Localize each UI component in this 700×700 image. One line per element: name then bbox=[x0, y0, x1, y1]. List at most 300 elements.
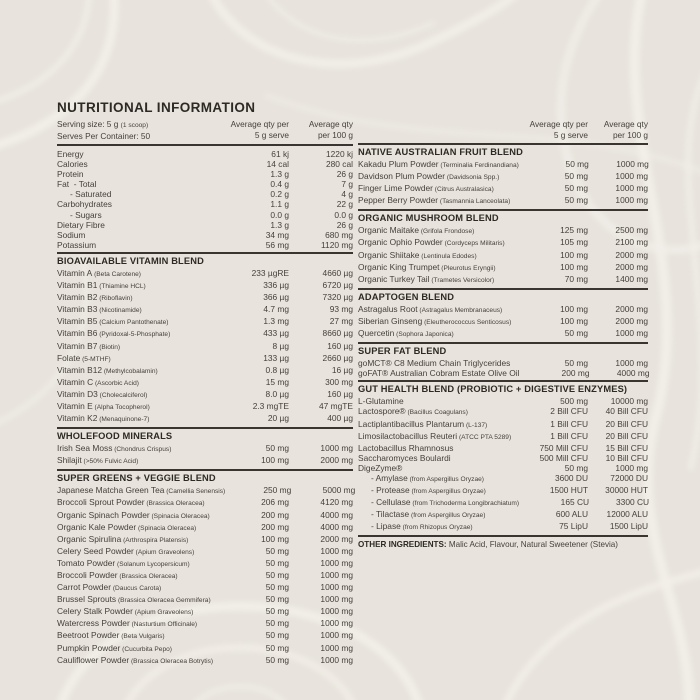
ingredient-label: Vitamin B2 bbox=[57, 292, 98, 303]
ingredient-label: Vitamin D3 bbox=[57, 388, 98, 399]
ingredient-name bbox=[57, 341, 223, 353]
ingredient-name bbox=[57, 618, 223, 630]
qty-per-serve: 15 mg bbox=[265, 376, 289, 387]
table-row bbox=[57, 292, 353, 304]
qty-per-100g: 1000 mg bbox=[320, 654, 353, 665]
per-100g-header-line2: per 100 g bbox=[317, 130, 353, 140]
botanical-note: (Solanum Lycopersicum) bbox=[115, 560, 190, 568]
qty-per-serve: 50 mg bbox=[265, 618, 289, 629]
table-row bbox=[358, 328, 648, 340]
ingredient-label: Watercress Powder bbox=[57, 618, 130, 629]
botanical-note: (Astragalus Membranaceus) bbox=[417, 306, 503, 314]
qty-per-serve: 206 mg bbox=[261, 497, 289, 508]
ingredient-label: Broccoli Powder bbox=[57, 570, 118, 580]
table-row bbox=[358, 485, 648, 497]
ingredient-label: Cauliflower Powder bbox=[57, 654, 130, 665]
table-row bbox=[57, 510, 353, 522]
qty-per-100g: 7320 µg bbox=[322, 292, 353, 303]
qty-per-serve: 50 mg bbox=[265, 570, 289, 580]
ingredient-name bbox=[358, 453, 518, 463]
qty-per-serve: 750 Mill CFU bbox=[539, 442, 588, 453]
botanical-note: (Methylcobalamin) bbox=[102, 367, 158, 375]
botanical-note: (Cordyceps Militaris) bbox=[442, 240, 505, 248]
per-100g-header-line2: per 100 g bbox=[612, 130, 648, 140]
table-row bbox=[358, 171, 648, 183]
table-row bbox=[57, 443, 353, 455]
qty-per-100g: 27 mg bbox=[329, 316, 353, 327]
ingredient-name bbox=[57, 570, 223, 582]
ingredient-name bbox=[57, 389, 223, 401]
table-row bbox=[57, 643, 353, 655]
table-row bbox=[57, 377, 353, 389]
qty-per-100g: 4120 mg bbox=[320, 497, 353, 508]
botanical-note: (Beta Carotene) bbox=[92, 270, 141, 278]
ingredient-name bbox=[57, 179, 223, 189]
botanical-note: (ATCC PTA 5289) bbox=[457, 433, 512, 441]
table-row bbox=[358, 316, 648, 328]
table-row bbox=[358, 443, 648, 453]
qty-per-serve: 100 mg bbox=[261, 455, 289, 466]
section-divider bbox=[358, 209, 648, 211]
table-row bbox=[57, 220, 353, 230]
qty-per-serve: 0.2 g bbox=[270, 189, 289, 200]
table-row bbox=[57, 159, 353, 169]
qty-per-100g: 16 µg bbox=[331, 364, 353, 375]
botanical-note: (Spinacia Oleracea) bbox=[136, 524, 197, 532]
ingredient-name bbox=[358, 171, 518, 183]
ingredient-name bbox=[57, 230, 223, 240]
botanical-note: (Eleutherococcus Senticosus) bbox=[422, 318, 512, 326]
ingredient-label: - Protease bbox=[371, 485, 410, 496]
ingredient-label: Quercetin bbox=[358, 328, 395, 339]
right-column bbox=[358, 119, 648, 550]
qty-per-serve: 4.7 mg bbox=[263, 304, 289, 315]
ingredient-label: Organic Ophio Powder bbox=[358, 237, 443, 248]
serving-size-note: (1 scoop) bbox=[120, 122, 149, 129]
section-divider bbox=[358, 288, 648, 290]
ingredient-label: Energy bbox=[57, 149, 84, 159]
table-row bbox=[358, 463, 648, 473]
ingredient-name bbox=[57, 268, 223, 280]
table-row bbox=[57, 485, 356, 497]
qty-per-100g: 2000 mg bbox=[615, 261, 648, 272]
qty-per-serve: 233 µgRE bbox=[251, 267, 289, 278]
botanical-note: (Nasturtium Officinale) bbox=[129, 621, 198, 629]
botanical-note: (5-MTHF) bbox=[80, 355, 111, 363]
per-serve-header-line1: Average qty per bbox=[230, 119, 289, 129]
qty-per-100g: 3300 CU bbox=[616, 497, 650, 508]
ingredient-label: Fat - Total bbox=[57, 179, 97, 190]
qty-per-100g: 1000 mg bbox=[320, 630, 353, 641]
qty-per-serve: 50 mg bbox=[564, 195, 588, 206]
qty-per-100g: 26 g bbox=[336, 219, 353, 230]
botanical-note: (Tasmannia Lanceolata) bbox=[438, 198, 511, 206]
table-row bbox=[57, 401, 353, 413]
serving-info bbox=[57, 119, 223, 142]
qty-per-serve: 20 µg bbox=[267, 413, 289, 424]
ingredient-label: Brussel Sprouts bbox=[57, 594, 117, 605]
ingredient-label: Vitamin B1 bbox=[57, 280, 98, 291]
qty-per-100g: 1000 mg bbox=[320, 557, 353, 568]
ingredient-name bbox=[57, 210, 223, 220]
qty-per-100g: 7 g bbox=[341, 179, 353, 190]
qty-per-serve: 34 mg bbox=[265, 229, 289, 240]
table-row bbox=[358, 274, 648, 286]
qty-per-100g: 1220 kj bbox=[325, 149, 353, 159]
qty-per-serve: 14 cal bbox=[266, 159, 289, 170]
qty-per-100g: 10 Bill CFU bbox=[605, 452, 648, 463]
ingredient-name bbox=[358, 463, 518, 473]
table-row bbox=[358, 396, 648, 406]
qty-per-serve: 75 LipU bbox=[559, 521, 588, 532]
table-row bbox=[57, 594, 353, 606]
ingredient-name bbox=[358, 159, 519, 171]
table-row bbox=[358, 509, 648, 521]
ingredient-label: Irish Sea Moss bbox=[57, 443, 113, 454]
table-row bbox=[358, 453, 648, 463]
ingredient-label: Organic Spinach Powder bbox=[57, 509, 150, 520]
table-row bbox=[358, 262, 648, 274]
ingredient-label: Vitamin K2 bbox=[57, 413, 98, 424]
qty-per-100g: 20 Bill CFU bbox=[605, 418, 648, 429]
qty-per-serve: 50 mg bbox=[564, 328, 588, 339]
section-divider bbox=[57, 427, 353, 429]
qty-per-100g: 12000 ALU bbox=[606, 509, 648, 520]
ingredient-label: goMCT® C8 Medium Chain Triglycerides bbox=[358, 358, 511, 369]
qty-per-serve: 100 mg bbox=[261, 533, 289, 544]
other-ingredients bbox=[358, 539, 648, 550]
right-table-header bbox=[358, 119, 648, 141]
table-row bbox=[358, 195, 648, 207]
ingredient-label: Organic King Trumpet bbox=[358, 261, 440, 272]
ingredient-label: Potassium bbox=[57, 239, 97, 250]
ingredient-label: L-Glutamine bbox=[358, 396, 404, 407]
table-row bbox=[57, 210, 353, 220]
ingredient-label: Pumpkin Powder bbox=[57, 642, 121, 653]
per-serve-header-line2: 5 g serve bbox=[254, 130, 289, 140]
ingredient-label: Vitamin B6 bbox=[57, 328, 98, 339]
ingredient-name bbox=[57, 413, 223, 425]
ingredient-name bbox=[57, 292, 223, 304]
per-100g-header-line1: Average qty bbox=[603, 119, 648, 129]
ingredient-name bbox=[57, 582, 223, 594]
ingredient-name bbox=[358, 396, 518, 406]
table-row bbox=[358, 159, 648, 171]
qty-per-100g: 400 µg bbox=[327, 413, 353, 424]
botanical-note: (Camellia Senensis) bbox=[164, 488, 226, 496]
ingredient-label: Shilajit bbox=[57, 455, 82, 466]
ingredient-label: Limosilactobacillus Reuteri bbox=[358, 430, 458, 441]
table-row bbox=[57, 199, 353, 209]
column-header-per-100g bbox=[289, 119, 353, 142]
botanical-note: (Terminalia Ferdinandiana) bbox=[438, 162, 519, 169]
header-spacer bbox=[358, 119, 518, 141]
ingredient-name bbox=[57, 510, 223, 522]
page-title: NUTRITIONAL INFORMATION bbox=[57, 100, 256, 115]
table-row bbox=[358, 473, 648, 485]
ingredient-label: - Tilactase bbox=[371, 509, 410, 520]
table-row bbox=[57, 497, 353, 509]
qty-per-serve: 600 ALU bbox=[555, 509, 588, 520]
ingredient-name bbox=[57, 159, 223, 169]
section-title: SUPER FAT BLEND bbox=[358, 346, 447, 357]
table-row bbox=[358, 250, 648, 262]
column-header-per-serve bbox=[518, 119, 588, 141]
table-row bbox=[57, 230, 353, 240]
serving-info-header bbox=[57, 119, 353, 142]
qty-per-serve: 50 mg bbox=[265, 443, 289, 454]
right-sections bbox=[358, 143, 648, 533]
table-row bbox=[358, 521, 648, 533]
ingredient-label: Vitamin A bbox=[57, 267, 93, 278]
qty-per-serve: 2.3 mgTE bbox=[252, 400, 289, 411]
botanical-note: (from Rhizopus Oryzae) bbox=[400, 524, 473, 532]
qty-per-serve: 0.4 g bbox=[270, 179, 289, 190]
section-divider bbox=[57, 469, 353, 471]
qty-per-100g: 2000 mg bbox=[615, 303, 648, 314]
qty-per-100g: 2500 mg bbox=[615, 225, 648, 236]
botanical-note: (from Aspergillus Oryzae) bbox=[409, 512, 486, 520]
qty-per-100g: 2000 mg bbox=[615, 249, 648, 260]
ingredient-label: - Saturated bbox=[70, 189, 112, 200]
ingredient-label: Sodium bbox=[57, 229, 86, 240]
qty-per-100g: 1500 LipU bbox=[609, 521, 648, 532]
ingredient-name bbox=[57, 316, 223, 328]
botanical-note: (Brassica Oleracea) bbox=[144, 500, 205, 508]
section-title: NATIVE AUSTRALIAN FRUIT BLEND bbox=[358, 147, 523, 157]
qty-per-100g: 5000 mg bbox=[322, 485, 356, 496]
ingredient-name bbox=[358, 274, 518, 286]
table-row bbox=[57, 268, 353, 280]
section-title: ORGANIC MUSHROOM BLEND bbox=[358, 213, 499, 224]
qty-per-100g: 1120 mg bbox=[321, 239, 353, 250]
botanical-note: (Apium Graveolens) bbox=[132, 609, 194, 617]
botanical-note: (Brassica Oleracea Botrytis) bbox=[129, 657, 214, 665]
other-ingredients-text: Malic Acid, Flavour, Natural Sweetener (Stevia) bbox=[446, 540, 618, 550]
per-100g-header-line1: Average qty bbox=[308, 119, 353, 129]
column-header-per-100g bbox=[588, 119, 648, 141]
ingredient-name bbox=[57, 353, 223, 365]
qty-per-serve: 8.0 µg bbox=[265, 388, 289, 399]
qty-per-100g: 10000 mg bbox=[610, 396, 648, 407]
qty-per-serve: 2 Bill CFU bbox=[550, 406, 588, 417]
qty-per-serve: 100 mg bbox=[560, 303, 588, 314]
table-row bbox=[57, 353, 353, 365]
botanical-note: (Davidsonia Spp.) bbox=[445, 174, 500, 182]
ingredient-label: Folate bbox=[57, 352, 81, 363]
qty-per-100g: 160 µg bbox=[327, 340, 353, 351]
section-divider bbox=[358, 143, 648, 145]
table-row bbox=[57, 328, 353, 340]
ingredient-name bbox=[57, 220, 223, 230]
botanical-note: (Lentinula Edodes) bbox=[419, 252, 477, 260]
qty-per-100g: 1000 mg bbox=[615, 171, 648, 182]
botanical-note: (from Aspergillus Oryzae) bbox=[409, 488, 486, 496]
qty-per-serve: 366 µg bbox=[263, 292, 289, 303]
qty-per-serve: 100 mg bbox=[560, 249, 588, 260]
botanical-note: (Spinacia Oleracea) bbox=[149, 512, 210, 520]
qty-per-100g: 8660 µg bbox=[322, 328, 353, 339]
ingredient-name bbox=[57, 534, 223, 546]
ingredient-name bbox=[358, 358, 518, 368]
ingredient-label: Pepper Berry Powder bbox=[358, 195, 439, 206]
qty-per-100g: 40 Bill CFU bbox=[605, 406, 648, 417]
botanical-note: (Sophora Japonica) bbox=[394, 331, 454, 339]
qty-per-serve: 50 mg bbox=[265, 582, 289, 593]
ingredient-name bbox=[57, 606, 223, 618]
ingredient-name bbox=[358, 368, 519, 378]
qty-per-serve: 1.3 g bbox=[270, 169, 289, 180]
qty-per-serve: 50 mg bbox=[564, 171, 588, 182]
ingredient-name bbox=[57, 365, 223, 377]
botanical-note: (Chondrus Crispus) bbox=[112, 446, 172, 454]
qty-per-serve: 50 mg bbox=[565, 159, 589, 169]
botanical-note: (Beta Vulgaris) bbox=[119, 633, 165, 641]
qty-per-serve: 200 mg bbox=[261, 521, 289, 532]
ingredient-name bbox=[57, 240, 223, 250]
per-serve-header-line1: Average qty per bbox=[529, 119, 588, 129]
botanical-note: (Biotin) bbox=[97, 343, 121, 351]
ingredient-label: Saccharomyces Boulardi bbox=[358, 452, 451, 463]
botanical-note: (Brassica Oleracea) bbox=[117, 573, 178, 580]
botanical-note: (L-137) bbox=[464, 421, 488, 429]
botanical-note: (Brassica Oleracea Gemmifera) bbox=[116, 597, 211, 605]
section-divider bbox=[358, 342, 648, 344]
ingredient-label: Carrot Powder bbox=[57, 582, 111, 593]
ingredient-label: Organic Kale Powder bbox=[57, 521, 137, 532]
left-column bbox=[57, 119, 356, 667]
qty-per-100g: 1000 mg bbox=[320, 606, 353, 617]
botanical-note: (Cucurbita Pepo) bbox=[120, 645, 172, 653]
ingredient-name bbox=[358, 406, 518, 418]
qty-per-100g: 72000 DU bbox=[610, 472, 648, 483]
ingredient-name bbox=[57, 199, 223, 209]
ingredient-name bbox=[57, 485, 225, 497]
serves-per-container: Serves Per Container: 50 bbox=[57, 131, 151, 141]
ingredient-label: - Lipase bbox=[371, 521, 401, 532]
table-row bbox=[57, 618, 353, 630]
ingredient-name bbox=[57, 401, 223, 413]
botanical-note: (Thiamine HCL) bbox=[97, 283, 146, 291]
footer-divider bbox=[358, 535, 648, 537]
table-row bbox=[358, 183, 648, 195]
qty-per-serve: 500 Mill CFU bbox=[539, 452, 588, 463]
table-row bbox=[57, 280, 353, 292]
section-divider bbox=[358, 380, 648, 382]
ingredient-label: Dietary Fibre bbox=[57, 219, 105, 230]
qty-per-serve: 50 mg bbox=[265, 654, 289, 665]
ingredient-label: Vitamin E bbox=[57, 400, 93, 411]
qty-per-100g: 300 mg bbox=[325, 376, 353, 387]
qty-per-100g: 93 mg bbox=[329, 304, 353, 315]
qty-per-100g: 30000 HUT bbox=[605, 485, 648, 496]
ingredient-label: Celery Stalk Powder bbox=[57, 606, 133, 617]
qty-per-serve: 1.3 g bbox=[270, 219, 289, 230]
qty-per-100g: 1000 mg bbox=[320, 594, 353, 605]
ingredient-label: Calories bbox=[57, 159, 88, 170]
table-row bbox=[57, 582, 353, 594]
table-row bbox=[57, 655, 353, 667]
qty-per-100g: 1000 mg bbox=[320, 618, 353, 629]
qty-per-100g: 160 µg bbox=[327, 388, 353, 399]
qty-per-serve: 50 mg bbox=[564, 462, 588, 473]
ingredient-name bbox=[358, 262, 518, 274]
qty-per-serve: 50 mg bbox=[265, 545, 289, 556]
qty-per-100g: 1000 mg bbox=[615, 358, 648, 369]
table-row bbox=[358, 419, 648, 431]
ingredient-label: Davidson Plum Powder bbox=[358, 171, 446, 182]
qty-per-serve: 0.8 µg bbox=[265, 364, 289, 375]
qty-per-100g: 0.0 g bbox=[334, 209, 353, 220]
table-row bbox=[57, 522, 353, 534]
section-title: SUPER GREENS + VEGGIE BLEND bbox=[57, 473, 216, 484]
ingredient-label: Siberian Ginseng bbox=[358, 315, 423, 326]
ingredient-label: Vitamin B5 bbox=[57, 316, 98, 327]
table-row bbox=[57, 570, 353, 582]
ingredient-name bbox=[57, 522, 223, 534]
qty-per-100g: 4000 mg bbox=[320, 509, 353, 520]
ingredient-name bbox=[358, 328, 518, 340]
qty-per-serve: 165 CU bbox=[560, 497, 590, 508]
ingredient-label: Carbohydrates bbox=[57, 199, 112, 210]
botanical-note: (Arthrospira Platensis) bbox=[121, 536, 189, 544]
qty-per-100g: 1000 mg bbox=[615, 183, 648, 194]
qty-per-100g: 26 g bbox=[336, 169, 353, 180]
ingredient-name bbox=[57, 169, 223, 179]
ingredient-name bbox=[358, 521, 518, 533]
table-row bbox=[57, 179, 353, 189]
qty-per-serve: 8 µg bbox=[272, 340, 289, 351]
qty-per-serve: 100 mg bbox=[560, 261, 588, 272]
botanical-note: (Calcium Pantothenate) bbox=[97, 319, 169, 327]
qty-per-100g: 2660 µg bbox=[322, 352, 353, 363]
botanical-note: (Riboflavin) bbox=[97, 295, 133, 303]
ingredient-label: Organic Turkey Tail bbox=[358, 273, 430, 284]
table-row bbox=[57, 341, 353, 353]
qty-per-100g: 1000 mg bbox=[615, 328, 648, 339]
qty-per-100g: 2000 mg bbox=[615, 315, 648, 326]
ingredient-label: DigeZyme® bbox=[358, 462, 403, 473]
qty-per-serve: 70 mg bbox=[564, 273, 588, 284]
qty-per-100g: 1400 mg bbox=[615, 273, 648, 284]
qty-per-100g: 1000 mg bbox=[320, 582, 353, 593]
qty-per-100g: 2000 mg bbox=[320, 455, 353, 466]
qty-per-serve: 3600 DU bbox=[554, 472, 588, 483]
header-divider bbox=[57, 144, 353, 146]
ingredient-label: Kakadu Plum Powder bbox=[358, 159, 439, 169]
ingredient-label: Lactospore® bbox=[358, 406, 406, 417]
qty-per-serve: 200 mg bbox=[261, 509, 289, 520]
qty-per-100g: 680 mg bbox=[325, 229, 353, 240]
qty-per-100g: 4000 mg bbox=[616, 368, 650, 379]
qty-per-100g: 1000 mg bbox=[616, 159, 649, 169]
table-row bbox=[57, 304, 353, 316]
table-row bbox=[358, 358, 648, 368]
ingredient-name bbox=[57, 655, 223, 667]
table-row bbox=[358, 406, 648, 418]
ingredient-label: Vitamin C bbox=[57, 376, 94, 387]
qty-per-serve: 133 µg bbox=[263, 352, 289, 363]
qty-per-100g: 4000 mg bbox=[320, 521, 353, 532]
ingredient-label: - Amylase bbox=[371, 472, 408, 483]
qty-per-100g: 1000 mg bbox=[320, 570, 353, 580]
ingredient-label: Lactobacillus Rhamnosus bbox=[358, 442, 454, 453]
table-row bbox=[57, 240, 353, 250]
botanical-note: (Pleurotus Eryngii) bbox=[439, 264, 496, 272]
qty-per-100g: 4660 µg bbox=[322, 267, 353, 278]
table-row bbox=[57, 316, 353, 328]
botanical-note: (>50% Fulvic Acid) bbox=[81, 458, 139, 466]
